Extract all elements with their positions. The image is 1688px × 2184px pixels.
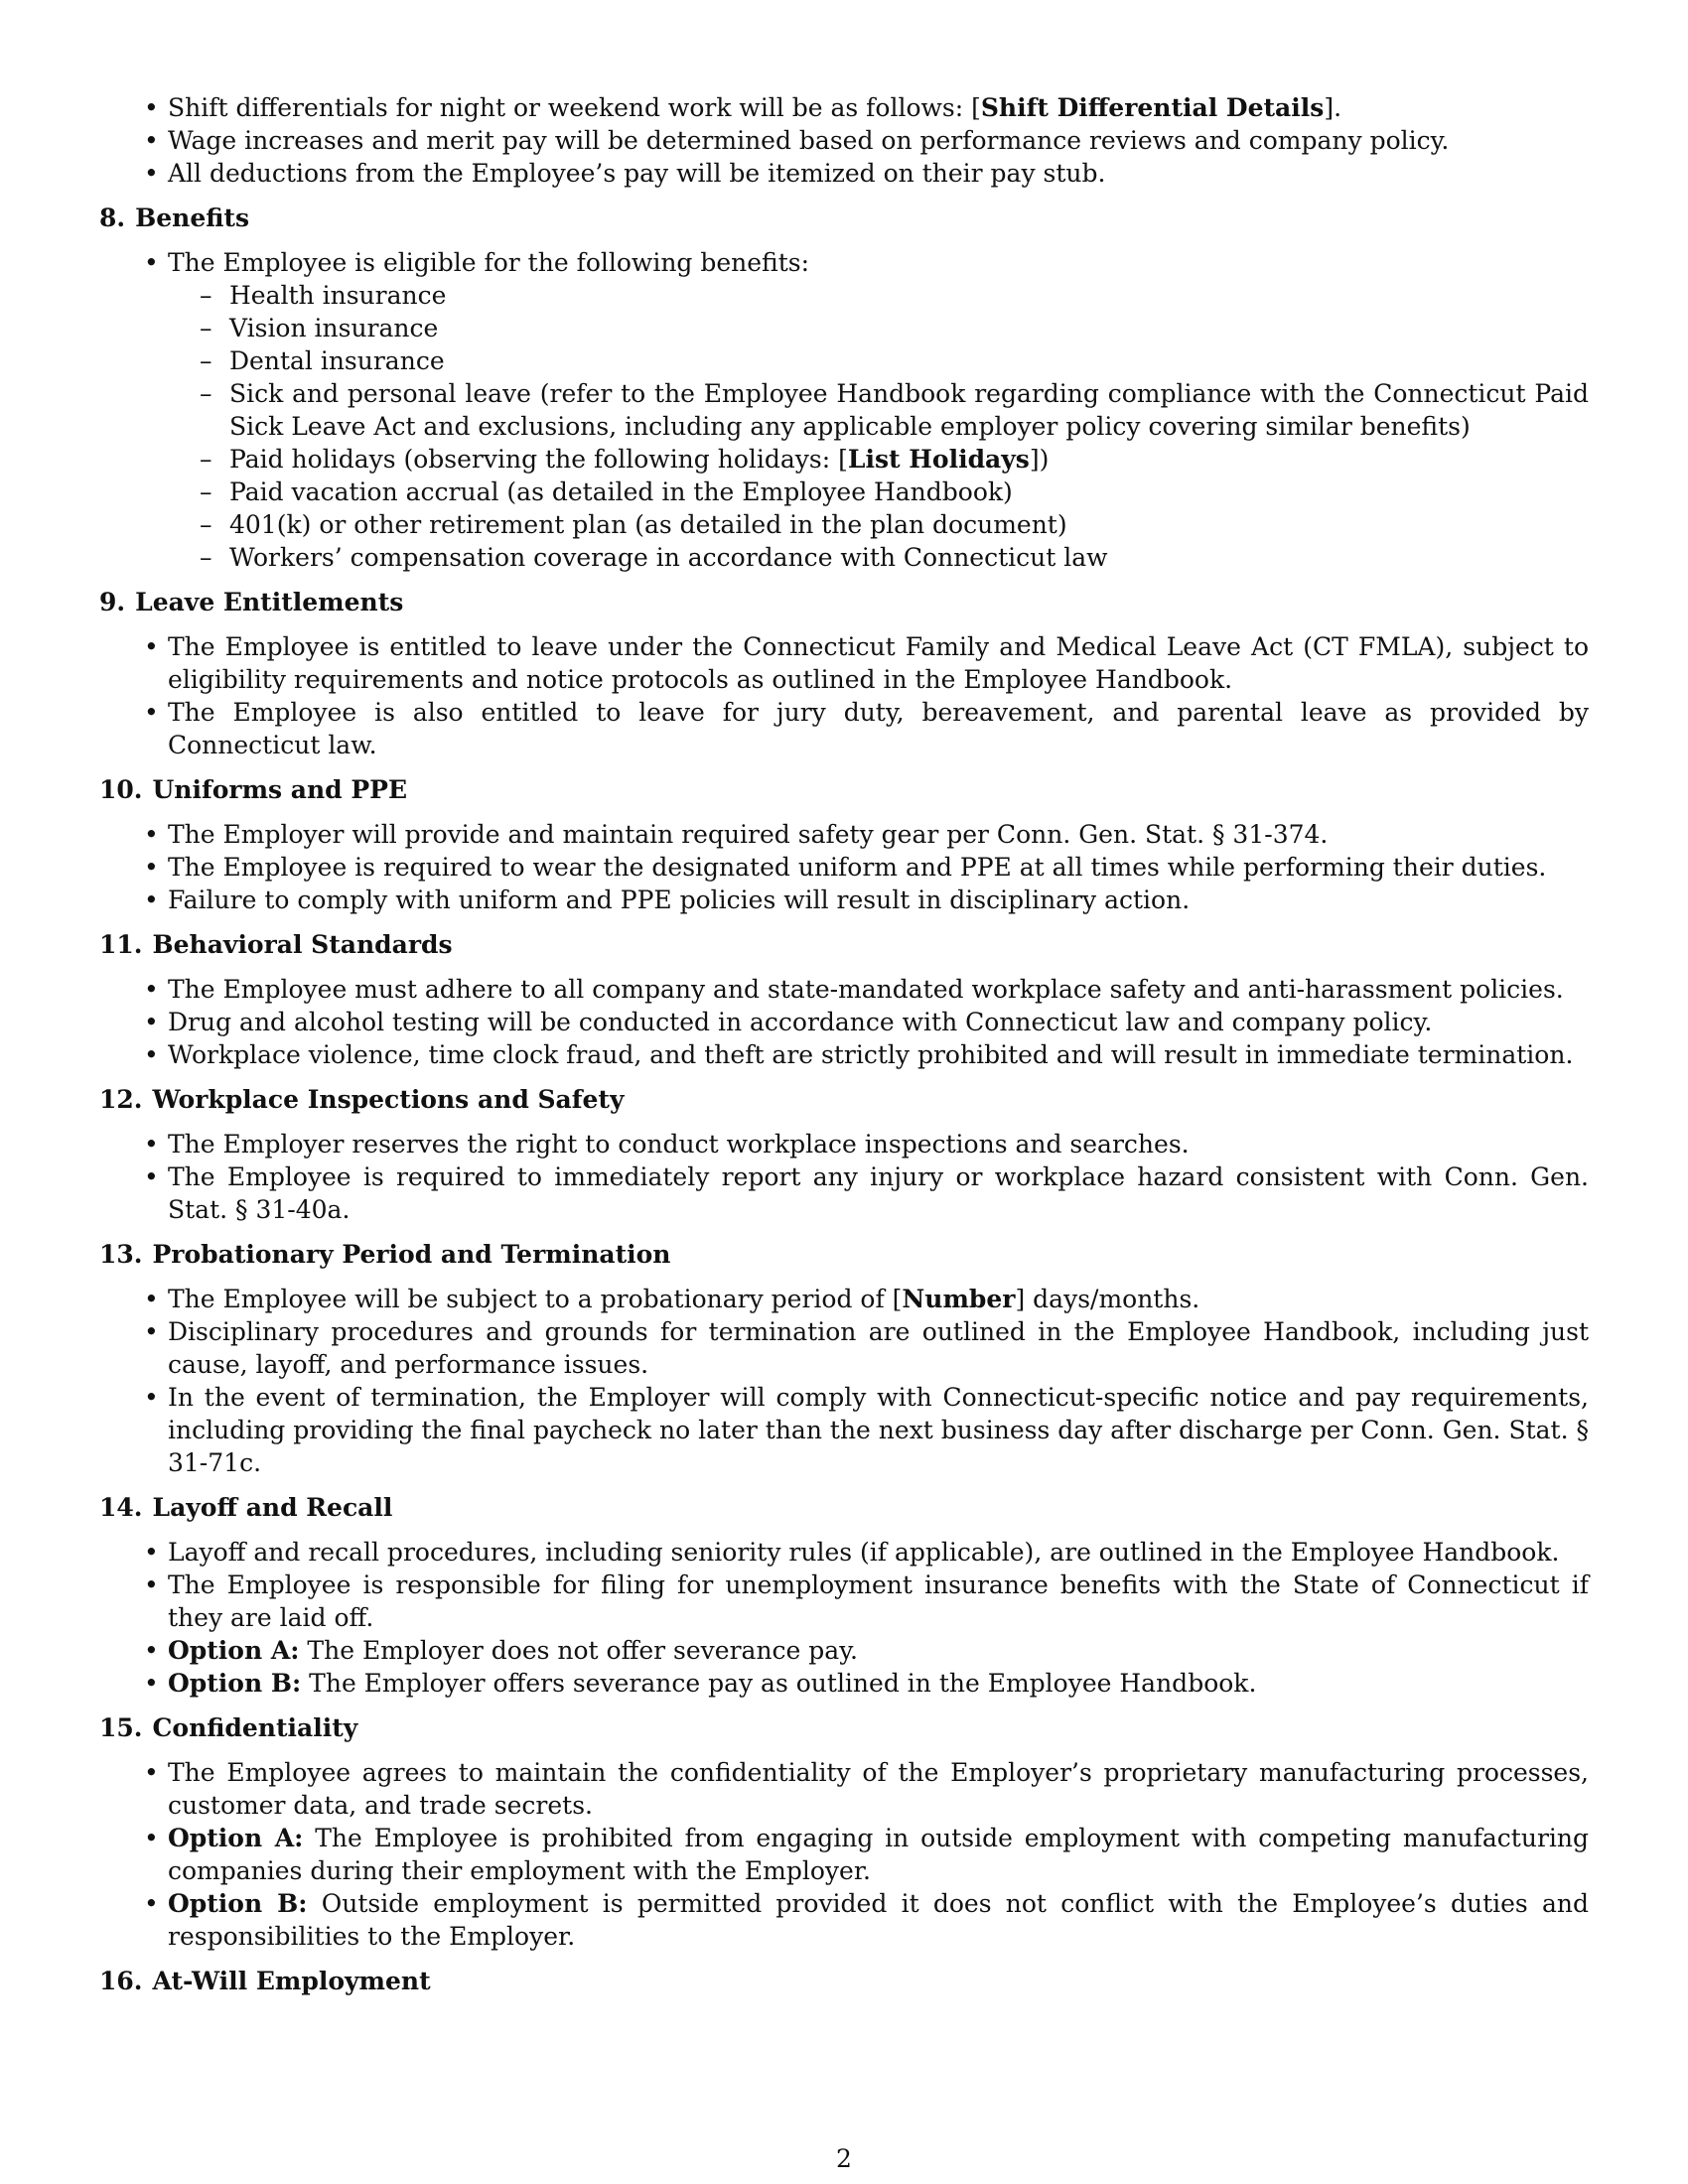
list-item: • Option A: The Employee is prohibited from engaging in outside employment with competing manufacturing companies during their employment with the Employer. <box>99 1822 1589 1887</box>
list-item: • Option A: The Employer does not offer severance pay. <box>99 1634 1589 1667</box>
section-heading: 11. Behavioral Standards <box>99 930 453 959</box>
list-item: • Wage increases and merit pay will be determined based on performance reviews and company policy. <box>99 124 1589 157</box>
list-item: • The Employer will provide and maintain required safety gear per Conn. Gen. Stat. § 31-374. <box>99 818 1589 851</box>
list-item: • The Employee agrees to maintain the confidentiality of the Employer’s proprietary manufacturing processes, customer data, and trade secrets. <box>99 1756 1589 1822</box>
behavior-list <box>99 973 1589 1071</box>
section-heading: 12. Workplace Inspections and Safety <box>99 1085 625 1114</box>
benefits-list <box>99 246 1589 574</box>
list-item: • Drug and alcohol testing will be conducted in accordance with Connecticut law and company policy. <box>99 1006 1589 1038</box>
section-heading: 15. Confidentiality <box>99 1713 358 1742</box>
section-heading: 10. Uniforms and PPE <box>99 775 408 804</box>
list-item: • Shift differentials for night or weekend work will be as follows: [Shift Differential Details]. <box>99 91 1589 124</box>
sublist-item: – Workers’ compensation coverage in accordance with Connecticut law <box>168 541 1589 574</box>
sublist-item: – Paid holidays (observing the following holidays: [List Holidays]) <box>168 443 1589 476</box>
sublist-item: – Vision insurance <box>168 312 1589 344</box>
sublist-item: – Paid vacation accrual (as detailed in the Employee Handbook) <box>168 476 1589 508</box>
layoff-list <box>99 1536 1589 1700</box>
section-heading: 9. Leave Entitlements <box>99 588 404 616</box>
section-heading: 13. Probationary Period and Termination <box>99 1240 671 1269</box>
list-item: • Disciplinary procedures and grounds for termination are outlined in the Employee Handbook, including just cause, layoff, and performance issues. <box>99 1315 1589 1381</box>
sublist-item: – Dental insurance <box>168 344 1589 377</box>
list-item: • The Employee is entitled to leave under the Connecticut Family and Medical Leave Act (CT FMLA), subject to eligibility requirements and notice protocols as outlined in the Employee Handbook. <box>99 630 1589 696</box>
list-item: • The Employer reserves the right to conduct workplace inspections and searches. <box>99 1128 1589 1160</box>
list-item: • The Employee is responsible for filing for unemployment insurance benefits with the State of Connecticut if they are laid off. <box>99 1569 1589 1634</box>
section-heading: 16. At-Will Employment <box>99 1967 431 1995</box>
list-item: • The Employee will be subject to a probationary period of [Number] days/months. <box>99 1283 1589 1315</box>
list-item: • The Employee is eligible for the following benefits: – Health insurance – Vision insurance – Dental insurance – Sick and personal leave (refer to the Employee Handbook regarding compliance with the Connecticut Paid Sick Leave Act and exclusions, including any applicable employer policy covering similar benefits) – Paid holidays (observing the following holidays: [List Holidays]) – Paid vacation accrual (as detailed in the Employee Handbook) – 401(k) or other retirement plan (as detailed in the plan document) – Workers’ compensation coverage in accordance with Connecticut law <box>99 246 1589 574</box>
sublist-item: – 401(k) or other retirement plan (as detailed in the plan document) <box>168 508 1589 541</box>
intro-bullet-list <box>99 91 1589 190</box>
list-item: • Option B: Outside employment is permitted provided it does not conflict with the Employee’s duties and responsibilities to the Employer. <box>99 1887 1589 1953</box>
list-item: • The Employee is required to immediately report any injury or workplace hazard consistent with Conn. Gen. Stat. § 31-40a. <box>99 1160 1589 1226</box>
list-item: • Failure to comply with uniform and PPE policies will result in disciplinary action. <box>99 884 1589 916</box>
list-item: • The Employee is required to wear the designated uniform and PPE at all times while performing their duties. <box>99 851 1589 884</box>
benefits-sublist <box>168 279 1589 574</box>
list-item: • The Employee is also entitled to leave for jury duty, bereavement, and parental leave as provided by Connecticut law. <box>99 696 1589 761</box>
leave-list <box>99 630 1589 761</box>
uniforms-list <box>99 818 1589 916</box>
probation-list <box>99 1283 1589 1479</box>
page-number: 2 <box>836 2144 852 2173</box>
list-item: • In the event of termination, the Employer will comply with Connecticut-specific notice and pay requirements, including providing the final paycheck no later than the next business day after discharge per Conn. Gen. Stat. § 31-71c. <box>99 1381 1589 1479</box>
list-item: • Workplace violence, time clock fraud, and theft are strictly prohibited and will result in immediate termination. <box>99 1038 1589 1071</box>
list-item: • All deductions from the Employee’s pay will be itemized on their pay stub. <box>99 157 1589 190</box>
document-page <box>99 91 1589 2009</box>
confidentiality-list <box>99 1756 1589 1953</box>
section-heading: 8. Benefits <box>99 204 250 232</box>
inspections-list <box>99 1128 1589 1226</box>
list-item: • Option B: The Employer offers severance pay as outlined in the Employee Handbook. <box>99 1667 1589 1700</box>
sublist-item: – Health insurance <box>168 279 1589 312</box>
section-heading: 14. Layoff and Recall <box>99 1493 393 1522</box>
list-item: • Layoff and recall procedures, including seniority rules (if applicable), are outlined in the Employee Handbook. <box>99 1536 1589 1569</box>
sublist-item: – Sick and personal leave (refer to the Employee Handbook regarding compliance with the Connecticut Paid Sick Leave Act and exclusions, including any applicable employer policy covering similar benefits) <box>168 377 1589 443</box>
list-item: • The Employee must adhere to all company and state-mandated workplace safety and anti-harassment policies. <box>99 973 1589 1006</box>
